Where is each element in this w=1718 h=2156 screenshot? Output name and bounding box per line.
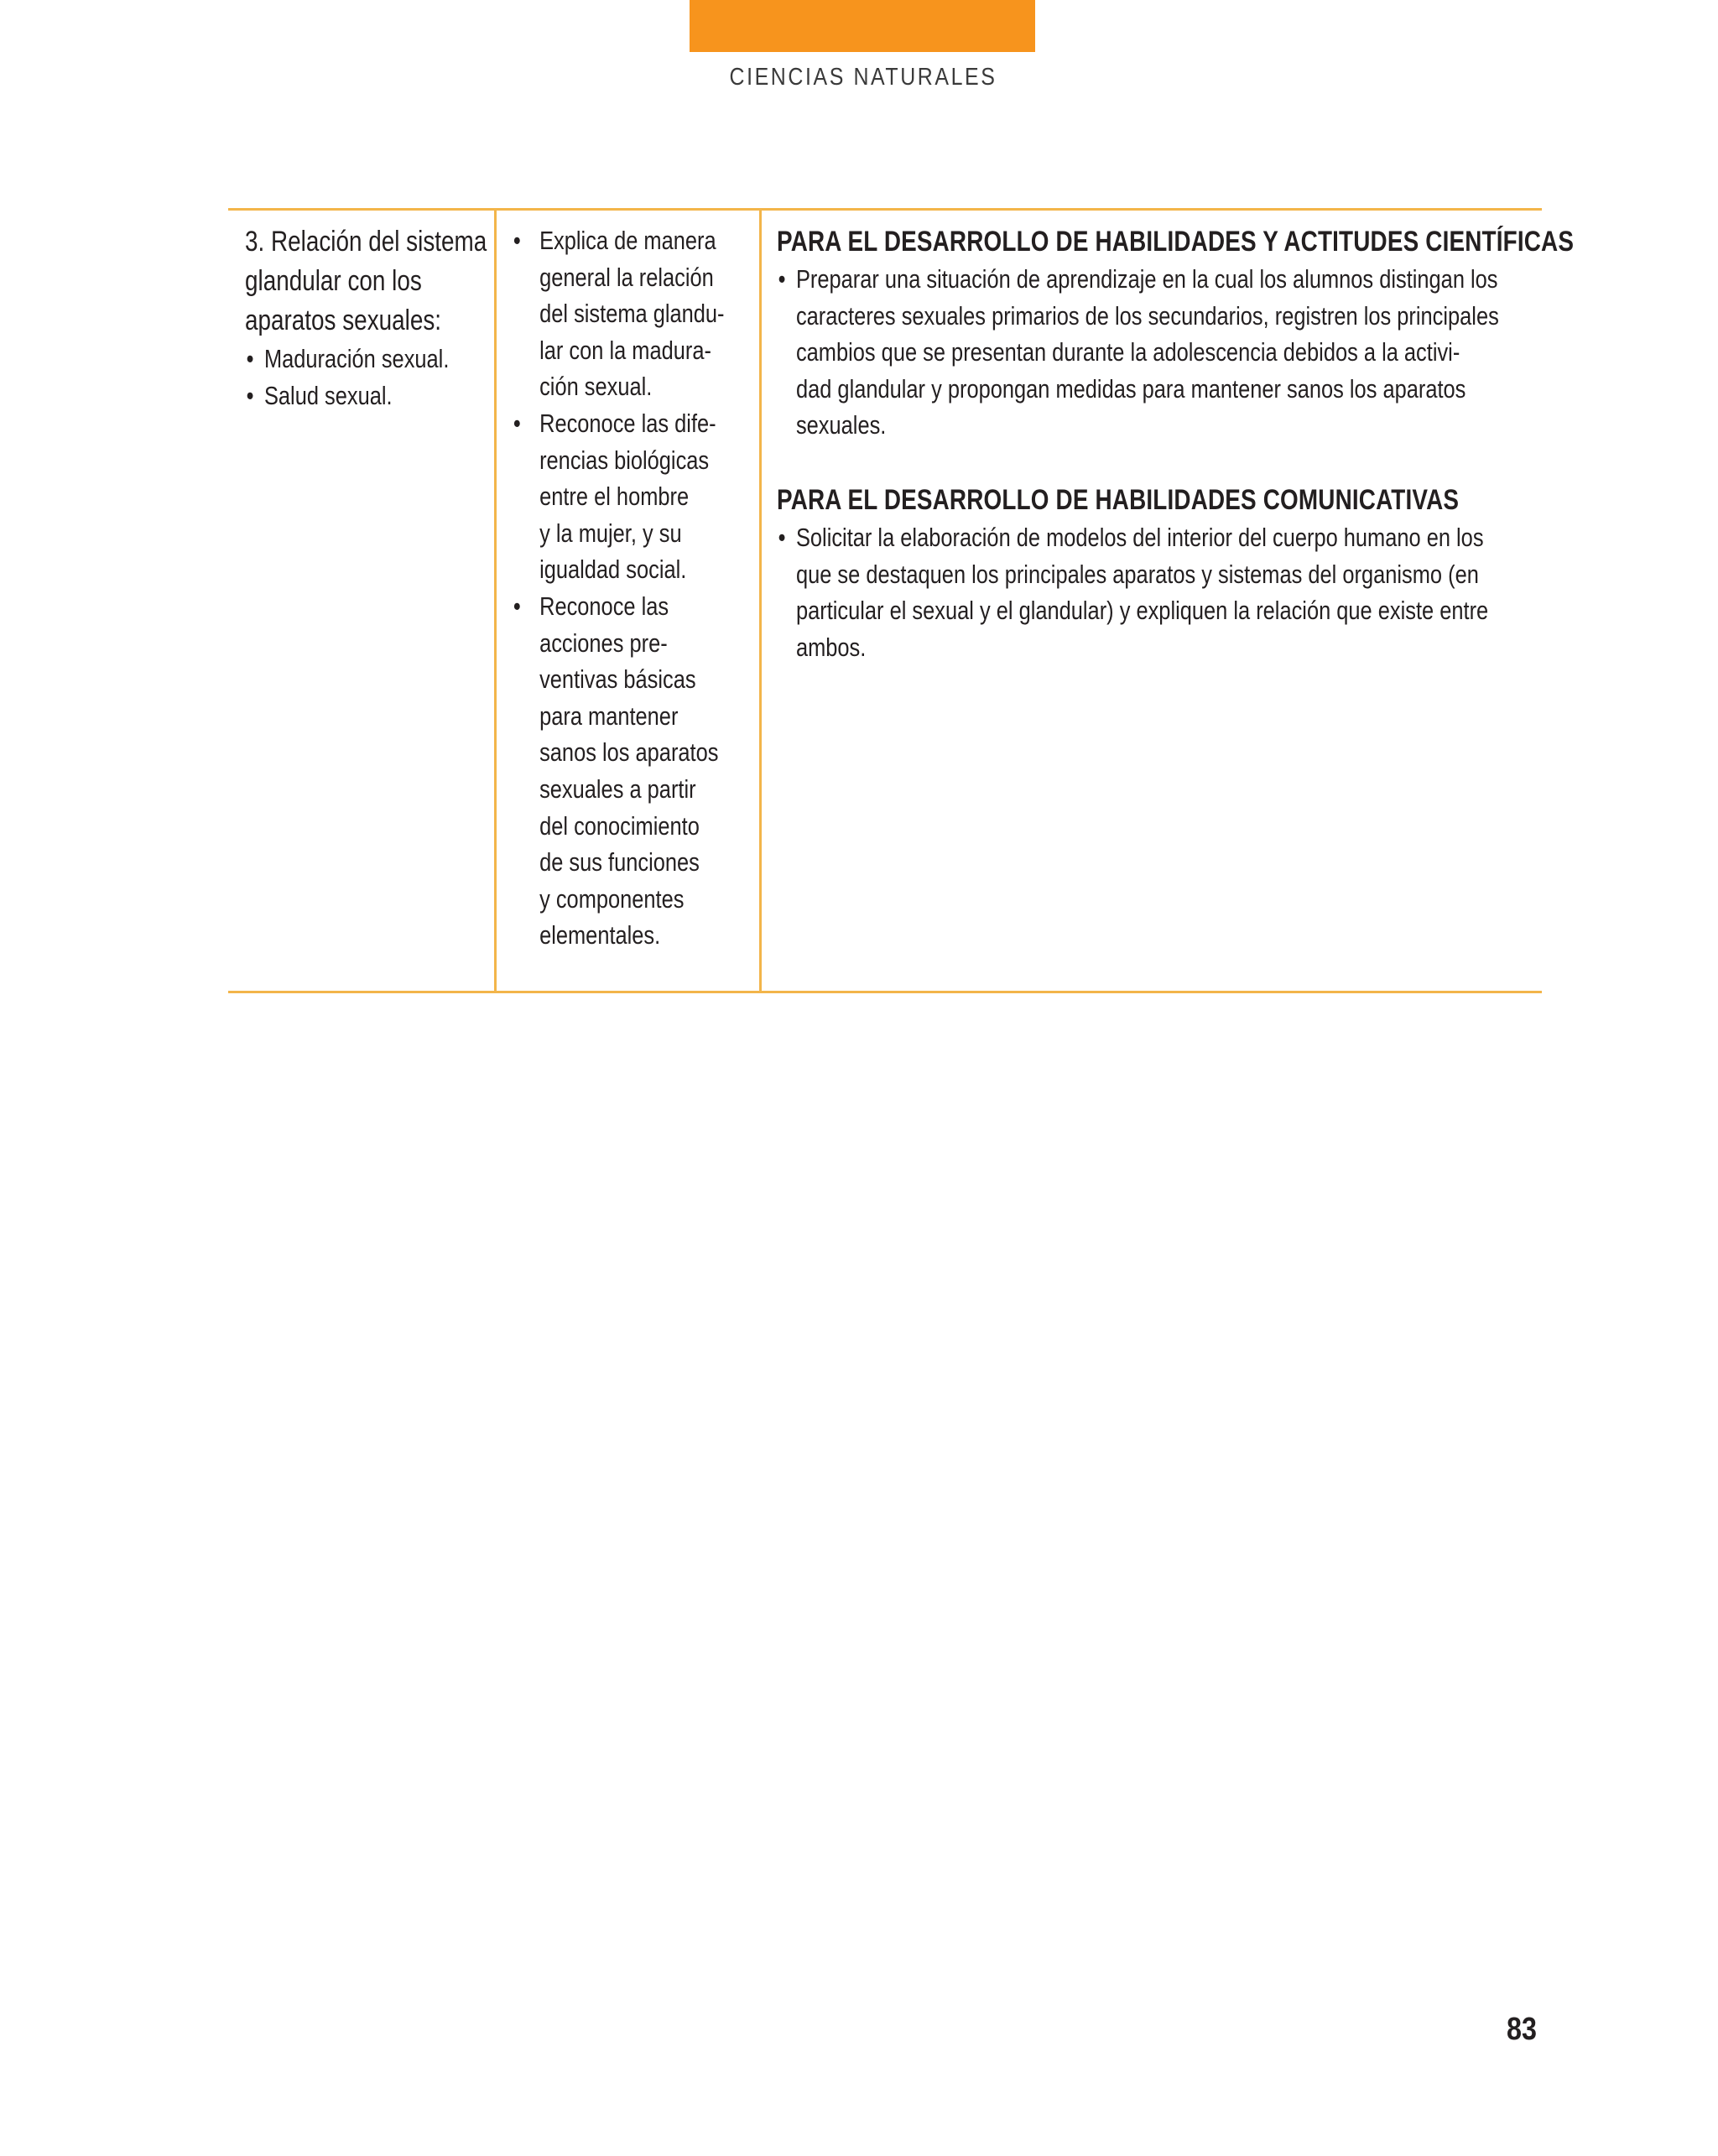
running-head: CIENCIAS NATURALES bbox=[729, 64, 997, 91]
topic-title-line: 3. Relación del sistema bbox=[245, 226, 487, 258]
topic-cell bbox=[245, 222, 497, 414]
topic-title-line: aparatos sexuales: bbox=[245, 305, 442, 336]
outcome-line: para mantener bbox=[539, 700, 679, 731]
suggestion-line: sexuales. bbox=[795, 410, 887, 440]
learning-outcome-item bbox=[509, 588, 719, 954]
learning-outcome-item bbox=[509, 405, 716, 588]
outcome-line: elementales. bbox=[539, 920, 661, 950]
outcome-line: ción sexual. bbox=[539, 372, 653, 402]
outcome-line: y componentes bbox=[539, 883, 685, 914]
outcome-line: y la mujer, y su bbox=[539, 518, 682, 548]
outcome-line: ventivas básicas bbox=[539, 664, 696, 695]
outcome-line: acciones pre- bbox=[539, 628, 668, 658]
outcome-line: lar con la madura- bbox=[539, 335, 711, 365]
topic-title bbox=[245, 222, 487, 341]
outcome-line: rencias biológicas bbox=[539, 445, 710, 475]
page-number: 83 bbox=[1507, 2012, 1537, 2047]
learning-outcomes-list bbox=[509, 222, 725, 954]
section-gap bbox=[777, 444, 1399, 481]
outcome-line: sexuales a partir bbox=[539, 773, 696, 804]
subtopic-list bbox=[245, 341, 451, 414]
outcome-line: de sus funciones bbox=[539, 847, 700, 878]
suggestion-line: Preparar una situación de aprendizaje en la cual los alumnos distingan los bbox=[795, 264, 1498, 294]
outcome-line: entre el hombre bbox=[539, 482, 690, 512]
suggestion-line: dad glandular y propongan medidas para mantener sanos los aparatos bbox=[795, 373, 1466, 404]
learning-outcomes-cell bbox=[509, 222, 761, 954]
header-accent-tab bbox=[690, 0, 1035, 52]
learning-outcome-item bbox=[509, 222, 725, 405]
topic-title-line: glandular con los bbox=[245, 265, 422, 297]
suggestion-list bbox=[777, 519, 1489, 665]
content-table bbox=[228, 208, 1575, 993]
outcome-line: Explica de manera bbox=[539, 226, 716, 255]
suggestion-item bbox=[777, 519, 1489, 665]
suggestions-content bbox=[777, 222, 1575, 665]
section-heading-communicative: PARA EL DESARROLLO DE HABILIDADES COMUNICATIVAS bbox=[777, 483, 1460, 516]
suggestion-line: particular el sexual y el glandular) y expliquen la relación que existe entre bbox=[795, 596, 1489, 626]
suggestions-cell bbox=[777, 222, 1575, 665]
suggestion-line: Solicitar la elaboración de modelos del interior del cuerpo humano en los bbox=[795, 522, 1484, 552]
suggestion-line: caracteres sexuales primarios de los secundarios, registren los principales bbox=[795, 300, 1499, 331]
subtopic-item: • Salud sexual. bbox=[245, 378, 451, 414]
subtopic-item: • Maduración sexual. bbox=[245, 341, 451, 378]
learning-outcomes-content bbox=[509, 222, 725, 954]
outcome-line: Reconoce las dife- bbox=[539, 408, 716, 438]
section-heading-scientific: PARA EL DESARROLLO DE HABILIDADES Y ACTITUDES CIENTÍFICAS bbox=[777, 226, 1575, 258]
outcome-line: igualdad social. bbox=[539, 555, 687, 585]
suggestion-line: que se destaquen los principales aparatos y sistemas del organismo (en bbox=[795, 559, 1479, 589]
topic-content bbox=[245, 222, 487, 414]
suggestion-line: ambos. bbox=[795, 632, 867, 662]
outcome-line: sanos los aparatos bbox=[539, 737, 719, 768]
suggestion-item bbox=[777, 261, 1499, 444]
outcome-line: del sistema glandu- bbox=[539, 299, 725, 329]
outcome-line: general la relación bbox=[539, 262, 714, 292]
suggestion-line: cambios que se presentan durante la adolescencia debidos a la activi- bbox=[795, 337, 1460, 367]
outcome-line: del conocimiento bbox=[539, 810, 700, 841]
outcome-line: Reconoce las bbox=[539, 591, 669, 621]
suggestion-list bbox=[777, 261, 1499, 444]
